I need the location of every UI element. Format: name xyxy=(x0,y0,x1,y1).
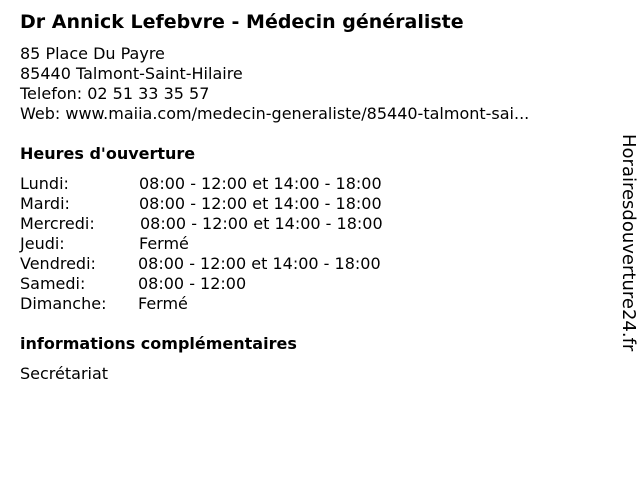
time-value: Fermé xyxy=(139,234,189,253)
watermark-text: Horairesdouverture24.fr xyxy=(618,134,639,352)
time-value: 08:00 - 12:00 et 14:00 - 18:00 xyxy=(138,254,381,273)
website-link[interactable]: Web: www.maiia.com/medecin-generaliste/85440-talmont-sai... xyxy=(20,104,530,123)
address-block xyxy=(20,44,529,124)
time-value: 08:00 - 12:00 xyxy=(138,274,247,293)
time-value: 08:00 - 12:00 et 14:00 - 18:00 xyxy=(140,214,383,233)
time-value: Fermé xyxy=(138,294,188,313)
phone-number: Telefon: 02 51 33 35 57 xyxy=(20,84,210,103)
page-title: Dr Annick Lefebvre - Médecin généraliste xyxy=(20,11,464,33)
day-label: Vendredi: xyxy=(20,254,96,273)
info-text: Secrétariat xyxy=(20,364,109,383)
day-label: Dimanche: xyxy=(20,294,107,313)
day-label: Lundi: xyxy=(20,174,69,193)
day-label: Samedi: xyxy=(20,274,86,293)
time-value: 08:00 - 12:00 et 14:00 - 18:00 xyxy=(139,174,382,193)
street-address: 85 Place Du Payre xyxy=(20,44,165,63)
day-label: Mercredi: xyxy=(20,214,95,233)
time-value: 08:00 - 12:00 et 14:00 - 18:00 xyxy=(139,194,382,213)
day-label: Jeudi: xyxy=(20,234,65,253)
info-heading: informations complémentaires xyxy=(20,334,297,353)
hours-heading: Heures d'ouverture xyxy=(20,144,196,163)
city-address: 85440 Talmont-Saint-Hilaire xyxy=(20,64,243,83)
watermark xyxy=(612,134,638,376)
day-label: Mardi: xyxy=(20,194,70,213)
